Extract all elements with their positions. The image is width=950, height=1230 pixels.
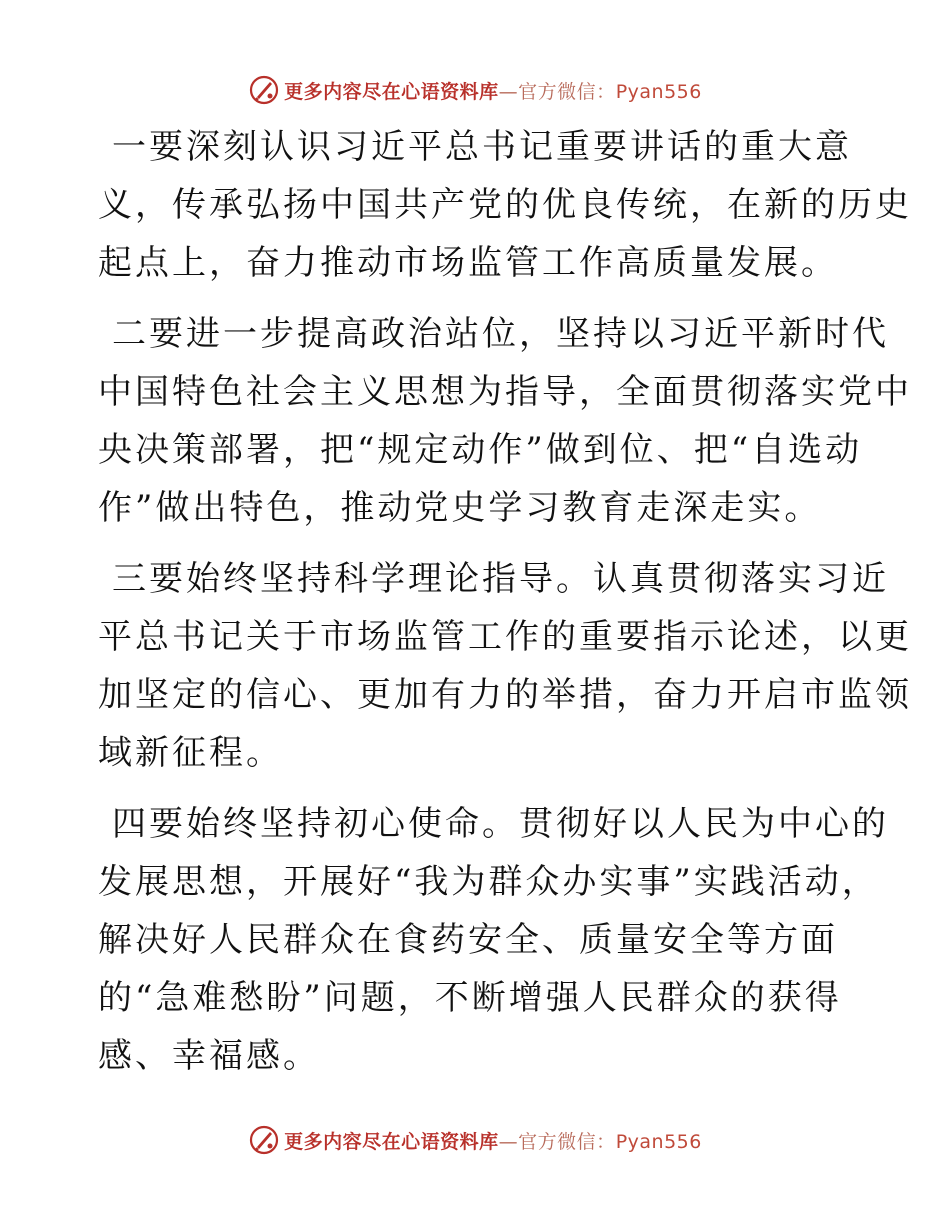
- paragraph-line: 加坚定的信心、更加有力的举措，奋力开启市监领: [98, 675, 912, 715]
- paragraph-line: 起点上，奋力推动市场监管工作高质量发展。: [98, 243, 838, 283]
- paragraph-line: 域新征程。: [98, 733, 283, 773]
- paragraph-line: 三要始终坚持科学理论指导。认真贯彻落实习近: [112, 559, 889, 599]
- paragraph-line: 义，传承弘扬中国共产党的优良传统，在新的历史: [98, 185, 912, 225]
- paragraph-line: 平总书记关于市场监管工作的重要指示论述，以更: [98, 617, 912, 657]
- document-body: [98, 118, 912, 1098]
- paragraph-line: 的“急难愁盼”问题，不断增强人民群众的获得: [98, 978, 842, 1018]
- paragraph-line: 发展思想，开展好“我为群众办实事”实践活动，: [98, 862, 879, 902]
- watermark-text: [284, 77, 702, 104]
- paragraph-line: 感、幸福感。: [98, 1036, 320, 1076]
- paragraph-line: 一要深刻认识习近平总书记重要讲话的重大意: [112, 127, 852, 167]
- paragraph-line: 央决策部署，把“规定动作”做到位、把“自选动: [98, 430, 863, 470]
- watermark-separator: —: [498, 80, 519, 103]
- paragraph-line: 四要始终坚持初心使命。贯彻好以人民为中心的: [112, 804, 889, 844]
- paragraph-line: 中国特色社会主义思想为指导，全面贯彻落实党中: [98, 372, 912, 412]
- watermark-main: 更多内容尽在心语资料库: [284, 1130, 499, 1153]
- quill-logo-icon: [248, 74, 280, 106]
- quill-logo-icon: [248, 1124, 280, 1156]
- paragraph-2: [98, 305, 912, 537]
- watermark-wechat-label: 官方微信：: [518, 80, 616, 103]
- footer-watermark: [0, 1120, 950, 1160]
- watermark-wechat-id: Pyan556: [615, 1130, 702, 1153]
- paragraph-line: 二要进一步提高政治站位，坚持以习近平新时代: [112, 314, 889, 354]
- watermark-wechat-label: 官方微信：: [518, 1130, 616, 1153]
- watermark-wechat-id: Pyan556: [615, 80, 702, 103]
- watermark-separator: —: [498, 1130, 519, 1153]
- paragraph-line: 解决好人民群众在食药安全、质量安全等方面: [98, 920, 838, 960]
- watermark-main: 更多内容尽在心语资料库: [284, 80, 499, 103]
- paragraph-line: 作”做出特色，推动党史学习教育走深走实。: [98, 488, 822, 528]
- watermark-text: [284, 1127, 702, 1154]
- paragraph-1: [98, 118, 912, 292]
- paragraph-3: [98, 550, 912, 782]
- header-watermark: [0, 70, 950, 110]
- paragraph-4: [98, 795, 889, 1085]
